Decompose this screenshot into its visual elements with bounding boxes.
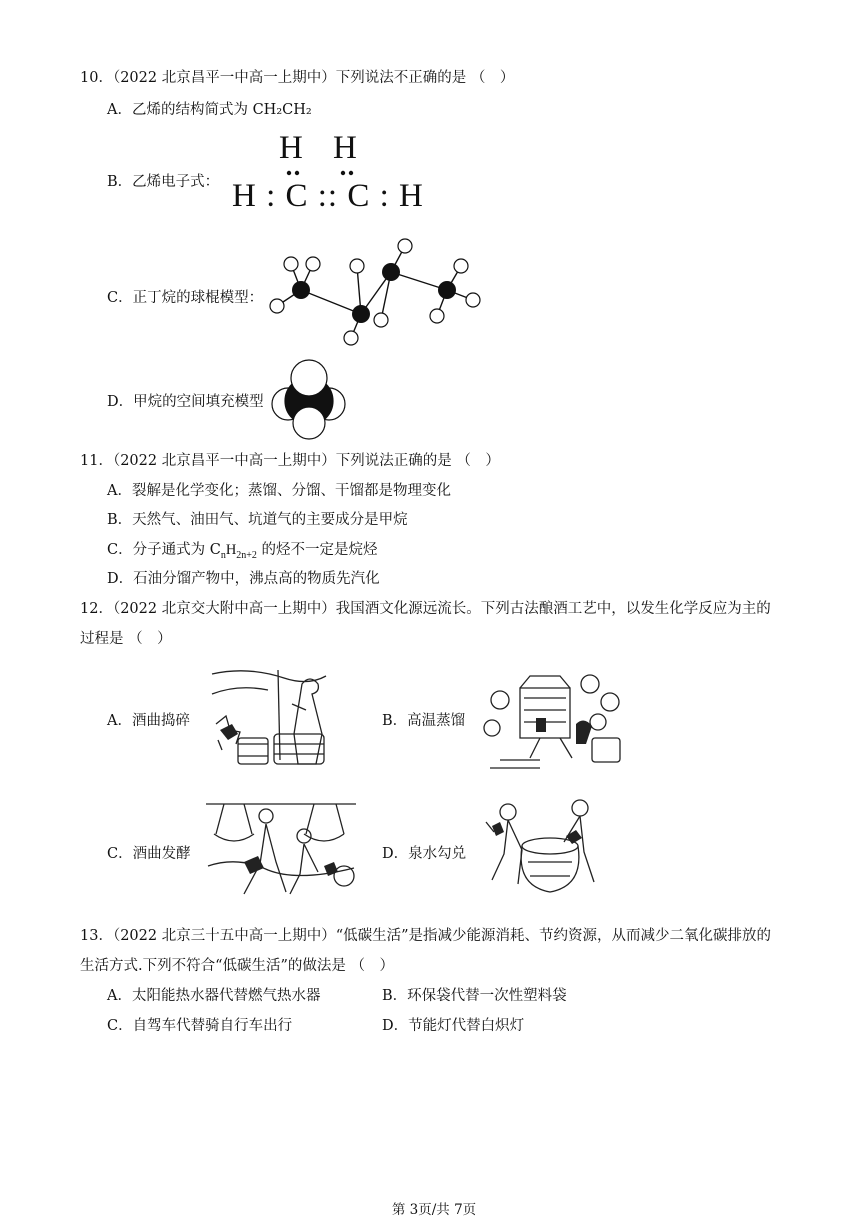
q10-option-c: C．正丁烷的球棍模型： xyxy=(107,290,264,306)
q12-option-a: A．酒曲捣碎 xyxy=(107,713,190,729)
formula-h-top-2: H xyxy=(333,130,358,166)
q13-option-c: C．自驾车代替骑自行车出行 xyxy=(107,1018,293,1034)
fermentation-illustration xyxy=(204,796,360,898)
q11-c-h: H xyxy=(225,542,237,558)
page-number: 第 3页/共 7页 xyxy=(391,1202,477,1218)
blending-illustration xyxy=(484,796,610,900)
formula-bond-dots xyxy=(280,168,360,178)
q11-c-suffix: 的烃不一定是烷烃 xyxy=(256,542,378,558)
q13-stem-line1: 13．（2022 北京三十五中高一上期中）“低碳生活”是指减少能源消耗、节约资源，从而减少二氧化碳排放的 xyxy=(80,928,772,944)
formula-h-top-1: H xyxy=(279,130,304,166)
q12-option-c: C．酒曲发酵 xyxy=(107,846,191,862)
formula-main: H : C :: C : H xyxy=(232,178,424,214)
q11-c-sub-2n2: 2n+2 xyxy=(236,549,257,561)
q11-c-sub-n: n xyxy=(220,549,226,561)
q10-option-b: B．乙烯电子式： xyxy=(107,174,220,190)
q13-option-a: A．太阳能热水器代替燃气热水器 xyxy=(107,988,321,1004)
q10-option-d: D．甲烷的空间填充模型 xyxy=(107,394,264,410)
q11-option-d: D．石油分馏产物中，沸点高的物质先汽化 xyxy=(107,571,380,587)
q11-option-c xyxy=(107,538,378,561)
q13-stem-line2: 生活方式.下列不符合“低碳生活”的做法是 （ ） xyxy=(80,958,395,974)
q11-option-a: A．裂解是化学变化；蒸馏、分馏、干馏都是物理变化 xyxy=(107,483,451,499)
q12-option-d: D．泉水勾兑 xyxy=(382,846,467,862)
q11-stem: 11．（2022 北京昌平一中高一上期中）下列说法正确的是 （ ） xyxy=(80,453,500,469)
q13-option-d: D．节能灯代替白炽灯 xyxy=(382,1018,525,1034)
q10-stem: 10．（2022 北京昌平一中高一上期中）下列说法不正确的是 （ ） xyxy=(80,70,515,86)
distillation-illustration xyxy=(480,664,630,772)
butane-ball-stick-model xyxy=(265,236,485,348)
q11-option-b: B．天然气、油田气、坑道气的主要成分是甲烷 xyxy=(107,512,408,528)
methane-space-filling-model xyxy=(268,356,350,442)
q10-option-a: A．乙烯的结构简式为 CH₂CH₂ xyxy=(107,102,312,118)
q13-option-b: B．环保袋代替一次性塑料袋 xyxy=(382,988,567,1004)
q11-c-prefix: C．分子通式为 C xyxy=(107,542,221,558)
crushing-illustration xyxy=(208,664,348,772)
q12-option-b: B．高温蒸馏 xyxy=(382,713,466,729)
q12-stem-line1: 12．（2022 北京交大附中高一上期中）我国酒文化源远流长。下列古法酿酒工艺中，以发生化学反应为主的 xyxy=(80,601,771,617)
q12-stem-line2: 过程是 （ ） xyxy=(80,631,172,647)
